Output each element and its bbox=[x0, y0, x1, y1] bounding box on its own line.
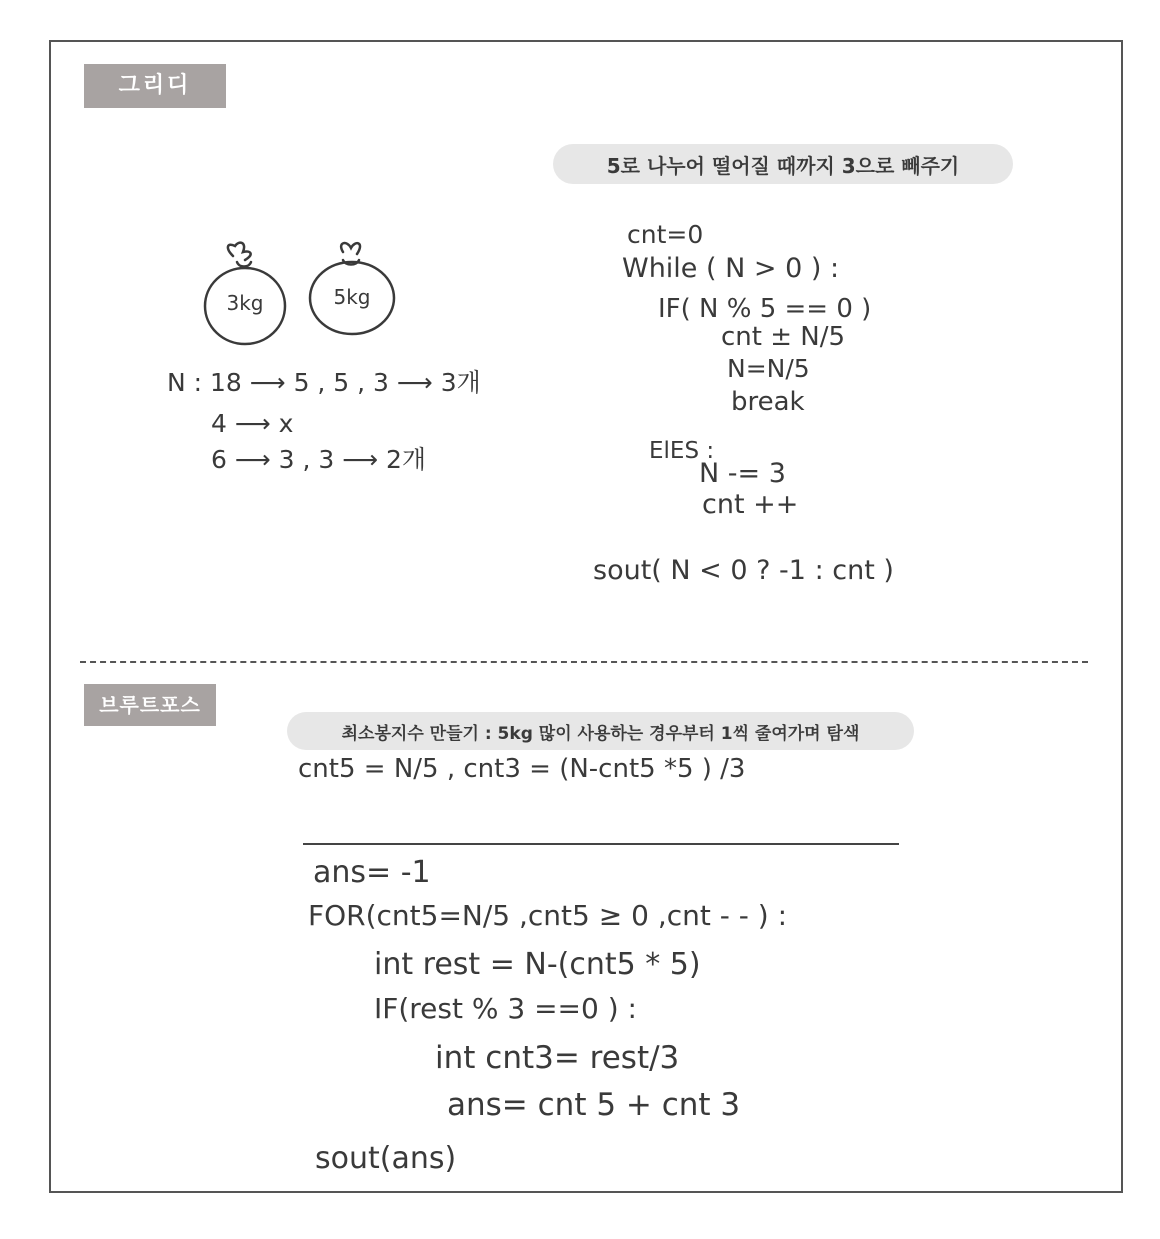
brute-code-line-6: ans= cnt 5 + cnt 3 bbox=[447, 1087, 741, 1123]
greedy-code-line-4: cnt ± N/5 bbox=[721, 322, 846, 352]
greedy-code-line-3: IF( N % 5 == 0 ) bbox=[658, 294, 872, 324]
greedy-code-line-9: cnt ++ bbox=[702, 489, 799, 520]
greedy-code-line-6: break bbox=[731, 387, 805, 417]
brute-force-tag: 브루트포스 bbox=[84, 684, 216, 726]
greedy-code-line-8: N -= 3 bbox=[699, 458, 786, 489]
greedy-code-line-7: ElES : bbox=[649, 438, 715, 464]
greedy-code-line-5: N=N/5 bbox=[727, 354, 810, 383]
bag-5kg-label: 5kg bbox=[333, 285, 371, 309]
example-line-1: N : 18 ⟶ 5 , 5 , 3 ⟶ 3개 bbox=[167, 368, 481, 397]
greedy-code-line-2: While ( N > 0 ) : bbox=[622, 253, 840, 284]
bag-3kg-label: 3kg bbox=[226, 291, 264, 315]
brute-code-line-4: IF(rest % 3 ==0 ) : bbox=[374, 992, 637, 1025]
brute-formula: cnt5 = N/5 , cnt3 = (N-cnt5 *5 ) /3 bbox=[298, 754, 746, 784]
greedy-code-line-1: cnt=0 bbox=[627, 220, 704, 249]
brute-code-line-2: FOR(cnt5=N/5 ,cnt5 ≥ 0 ,cnt - - ) : bbox=[308, 899, 788, 932]
greedy-description-pill: 5로 나누어 떨어질 때까지 3으로 빼주기 bbox=[553, 144, 1013, 184]
brute-code-line-3: int rest = N-(cnt5 * 5) bbox=[374, 947, 701, 982]
greedy-tag: 그리디 bbox=[84, 64, 226, 108]
garbage-bags-illustration bbox=[195, 238, 410, 348]
example-line-2: 4 ⟶ x bbox=[211, 409, 294, 438]
section-divider bbox=[80, 661, 1088, 663]
brute-code-line-5: int cnt3= rest/3 bbox=[435, 1040, 680, 1076]
brute-force-description-pill: 최소봉지수 만들기 : 5kg 많이 사용하는 경우부터 1씩 줄여가며 탐색 bbox=[287, 712, 914, 750]
example-line-3: 6 ⟶ 3 , 3 ⟶ 2개 bbox=[211, 445, 427, 474]
horizontal-rule bbox=[303, 843, 899, 845]
brute-code-line-7: sout(ans) bbox=[315, 1141, 457, 1176]
brute-code-line-1: ans= -1 bbox=[313, 855, 431, 890]
greedy-code-line-10: sout( N < 0 ? -1 : cnt ) bbox=[593, 555, 894, 586]
